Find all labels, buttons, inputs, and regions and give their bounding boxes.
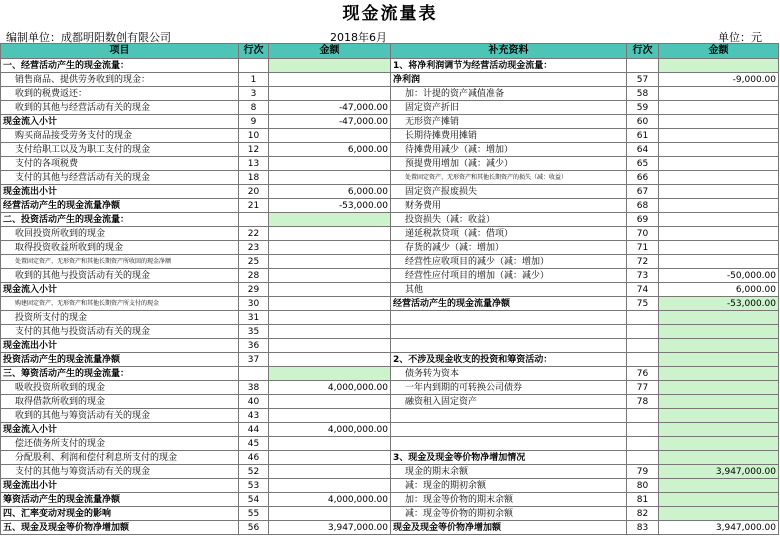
table-row [1, 437, 779, 451]
table-row [1, 73, 779, 87]
left-item-cell: 支付的其他与经营活动有关的现金 [1, 171, 239, 185]
right-item-cell [391, 325, 627, 339]
table-row [1, 283, 779, 297]
left-item-cell: 支付的各项税费 [1, 157, 239, 171]
table-row [1, 59, 779, 73]
right-item-cell: 递延税款贷项（减：借项） [391, 227, 627, 241]
right-amount-cell [659, 241, 779, 255]
right-line-cell: 82 [627, 507, 659, 521]
right-item-cell: 经营性应付项目的增加（减：减少） [391, 269, 627, 283]
left-line-cell: 46 [239, 451, 269, 465]
right-item-cell: 预提费用增加（减：减少） [391, 157, 627, 171]
table-row [1, 507, 779, 521]
left-amount-cell: -53,000.00 [269, 199, 391, 213]
table-row [1, 311, 779, 325]
right-amount-cell [659, 451, 779, 465]
left-line-cell: 12 [239, 143, 269, 157]
right-amount-cell [659, 493, 779, 507]
right-amount-cell [659, 143, 779, 157]
left-amount-cell [269, 227, 391, 241]
right-item-cell: 一年内到期的可转换公司债券 [391, 381, 627, 395]
right-line-cell: 71 [627, 241, 659, 255]
right-amount-cell [659, 339, 779, 353]
table-row [1, 199, 779, 213]
left-item-cell: 吸收投资所收到的现金 [1, 381, 239, 395]
right-item-cell: 融资租入固定资产 [391, 395, 627, 409]
table-row [1, 185, 779, 199]
right-item-cell: 减：现金等价物的期初余额 [391, 507, 627, 521]
report-info [0, 28, 780, 43]
table-row [1, 395, 779, 409]
left-line-cell [239, 213, 269, 227]
right-amount-cell [659, 227, 779, 241]
table-row [1, 381, 779, 395]
header-amount: 金额 [269, 44, 391, 59]
left-line-cell: 38 [239, 381, 269, 395]
left-amount-cell [269, 507, 391, 521]
left-item-cell: 支付的其他与投资活动有关的现金 [1, 325, 239, 339]
right-amount-cell [659, 213, 779, 227]
table-row [1, 171, 779, 185]
table-row [1, 255, 779, 269]
left-line-cell [239, 367, 269, 381]
left-item-cell: 现金流出小计 [1, 339, 239, 353]
table-row [1, 465, 779, 479]
right-line-cell: 67 [627, 185, 659, 199]
left-amount-cell [269, 171, 391, 185]
left-line-cell: 18 [239, 171, 269, 185]
left-line-cell: 10 [239, 129, 269, 143]
left-line-cell: 25 [239, 255, 269, 269]
left-line-cell: 30 [239, 297, 269, 311]
table-row [1, 227, 779, 241]
left-item-cell: 处置固定资产、无形资产和其他长期资产所收回的现金净额 [1, 255, 239, 269]
left-line-cell: 55 [239, 507, 269, 521]
left-amount-cell [269, 297, 391, 311]
left-item-cell: 取得借款所收到的现金 [1, 395, 239, 409]
right-line-cell: 59 [627, 101, 659, 115]
left-amount-cell [269, 325, 391, 339]
right-item-cell: 长期待摊费用摊销 [391, 129, 627, 143]
left-item-cell: 筹资活动产生的现金流量净额 [1, 493, 239, 507]
table-row [1, 241, 779, 255]
left-amount-cell [269, 157, 391, 171]
right-line-cell: 73 [627, 269, 659, 283]
left-line-cell: 20 [239, 185, 269, 199]
company-label: 编制单位：成都明阳数创有限公司 [6, 31, 171, 44]
left-item-cell: 销售商品、提供劳务收到的现金： [1, 73, 239, 87]
right-item-cell [391, 409, 627, 423]
header-item: 项目 [1, 44, 239, 59]
left-amount-cell: 4,000,000.00 [269, 423, 391, 437]
right-item-cell: 加：现金等价物的期末余额 [391, 493, 627, 507]
left-line-cell: 52 [239, 465, 269, 479]
left-amount-cell [269, 311, 391, 325]
right-item-cell: 净利润 [391, 73, 627, 87]
left-line-cell: 28 [239, 269, 269, 283]
right-line-cell: 77 [627, 381, 659, 395]
right-line-cell [627, 311, 659, 325]
table-row [1, 269, 779, 283]
left-item-cell: 现金流出小计 [1, 185, 239, 199]
page-title: 现金流量表 [342, 4, 438, 24]
left-line-cell: 37 [239, 353, 269, 367]
right-item-cell: 加：计提的资产减值准备 [391, 87, 627, 101]
left-item-cell: 收到的其他与投资活动有关的现金 [1, 269, 239, 283]
left-amount-cell: 6,000.00 [269, 185, 391, 199]
left-item-cell: 分配股利、利润和偿付利息所支付的现金 [1, 451, 239, 465]
table-row [1, 129, 779, 143]
left-item-cell: 支付的其他与筹资活动有关的现金 [1, 465, 239, 479]
table-row [1, 157, 779, 171]
left-line-cell: 23 [239, 241, 269, 255]
right-amount-cell [659, 87, 779, 101]
table-row [1, 325, 779, 339]
left-amount-cell: 4,000,000.00 [269, 493, 391, 507]
right-item-cell [391, 437, 627, 451]
period-label: 2018年6月 [330, 31, 387, 44]
right-line-cell [627, 423, 659, 437]
right-amount-cell [659, 395, 779, 409]
table-row [1, 297, 779, 311]
right-item-cell: 投资损失（减：收益） [391, 213, 627, 227]
right-amount-cell [659, 171, 779, 185]
left-item-cell: 偿还债务所支付的现金 [1, 437, 239, 451]
left-amount-cell [269, 59, 391, 73]
left-item-cell: 收到的其他与经营活动有关的现金 [1, 101, 239, 115]
right-item-cell: 现金的期末余额 [391, 465, 627, 479]
right-line-cell: 66 [627, 171, 659, 185]
left-item-cell: 一、经营活动产生的现金流量： [1, 59, 239, 73]
right-item-cell: 3、现金及现金等价物净增加情况 [391, 451, 627, 465]
left-item-cell: 支付给职工以及为职工支付的现金 [1, 143, 239, 157]
right-line-cell [627, 437, 659, 451]
table-row [1, 451, 779, 465]
left-amount-cell: 4,000,000.00 [269, 381, 391, 395]
left-amount-cell [269, 395, 391, 409]
table-row [1, 143, 779, 157]
left-item-cell: 收到的税费返还： [1, 87, 239, 101]
right-amount-cell: -9,000.00 [659, 73, 779, 87]
left-amount-cell [269, 269, 391, 283]
table-row [1, 87, 779, 101]
right-line-cell: 60 [627, 115, 659, 129]
right-amount-cell: 3,947,000.00 [659, 465, 779, 479]
left-item-cell: 现金流出小计 [1, 479, 239, 493]
left-item-cell: 现金流入小计 [1, 423, 239, 437]
right-amount-cell [659, 129, 779, 143]
right-line-cell: 61 [627, 129, 659, 143]
left-item-cell: 五、现金及现金等价物净增加额 [1, 521, 239, 535]
left-line-cell: 22 [239, 227, 269, 241]
header-supp: 补充资料 [391, 44, 627, 59]
left-line-cell [239, 59, 269, 73]
left-amount-cell: -47,000.00 [269, 115, 391, 129]
right-line-cell: 74 [627, 283, 659, 297]
right-amount-cell [659, 353, 779, 367]
left-item-cell: 取得投资收益所收到的现金 [1, 241, 239, 255]
right-amount-cell [659, 199, 779, 213]
right-amount-cell [659, 255, 779, 269]
right-line-cell: 79 [627, 465, 659, 479]
table-row [1, 213, 779, 227]
table-row [1, 339, 779, 353]
right-item-cell: 经营性应收项目的减少（减：增加） [391, 255, 627, 269]
left-line-cell: 44 [239, 423, 269, 437]
table-row [1, 493, 779, 507]
right-amount-cell: -53,000.00 [659, 297, 779, 311]
right-line-cell: 69 [627, 213, 659, 227]
left-line-cell: 35 [239, 325, 269, 339]
left-item-cell: 现金流入小计 [1, 115, 239, 129]
left-item-cell: 投资活动产生的现金流量净额 [1, 353, 239, 367]
right-item-cell: 减：现金的期初余额 [391, 479, 627, 493]
right-item-cell: 2、不涉及现金收支的投资和筹资活动： [391, 353, 627, 367]
right-amount-cell [659, 325, 779, 339]
right-line-cell: 72 [627, 255, 659, 269]
left-amount-cell: -47,000.00 [269, 101, 391, 115]
right-amount-cell [659, 311, 779, 325]
right-line-cell: 75 [627, 297, 659, 311]
right-item-cell [391, 311, 627, 325]
right-line-cell [627, 339, 659, 353]
right-line-cell: 76 [627, 367, 659, 381]
right-line-cell: 83 [627, 521, 659, 535]
right-line-cell: 65 [627, 157, 659, 171]
right-amount-cell [659, 157, 779, 171]
left-amount-cell [269, 255, 391, 269]
table-row [1, 101, 779, 115]
left-line-cell: 29 [239, 283, 269, 297]
left-amount-cell [269, 241, 391, 255]
left-amount-cell [269, 283, 391, 297]
left-line-cell: 54 [239, 493, 269, 507]
left-amount-cell [269, 73, 391, 87]
left-amount-cell [269, 479, 391, 493]
right-item-cell: 无形资产摊销 [391, 115, 627, 129]
left-item-cell: 三、筹资活动产生的现金流量： [1, 367, 239, 381]
right-item-cell: 处置固定资产、无形资产和其他长期资产的损失（减：收益） [391, 171, 627, 185]
right-amount-cell [659, 367, 779, 381]
left-item-cell: 经营活动产生的现金流量净额 [1, 199, 239, 213]
left-amount-cell [269, 129, 391, 143]
table-row [1, 409, 779, 423]
left-line-cell: 43 [239, 409, 269, 423]
left-line-cell: 13 [239, 157, 269, 171]
left-line-cell: 1 [239, 73, 269, 87]
header-amount2: 金额 [659, 44, 779, 59]
left-item-cell: 二、投资活动产生的现金流量： [1, 213, 239, 227]
left-line-cell: 45 [239, 437, 269, 451]
right-item-cell: 其他 [391, 283, 627, 297]
right-amount-cell [659, 101, 779, 115]
right-amount-cell [659, 423, 779, 437]
right-item-cell: 现金及现金等价物净增加额 [391, 521, 627, 535]
cash-flow-table [0, 43, 779, 535]
left-line-cell: 9 [239, 115, 269, 129]
left-amount-cell [269, 437, 391, 451]
left-amount-cell [269, 339, 391, 353]
left-amount-cell: 3,947,000.00 [269, 521, 391, 535]
right-line-cell [627, 353, 659, 367]
right-line-cell [627, 409, 659, 423]
right-line-cell [627, 451, 659, 465]
right-item-cell: 待摊费用减少（减：增加） [391, 143, 627, 157]
left-line-cell: 56 [239, 521, 269, 535]
left-item-cell: 投资所支付的现金 [1, 311, 239, 325]
right-item-cell [391, 423, 627, 437]
right-amount-cell [659, 507, 779, 521]
right-amount-cell [659, 115, 779, 129]
right-line-cell: 57 [627, 73, 659, 87]
left-line-cell: 21 [239, 199, 269, 213]
left-item-cell: 收回投资所收到的现金 [1, 227, 239, 241]
right-line-cell: 81 [627, 493, 659, 507]
right-amount-cell [659, 185, 779, 199]
right-amount-cell: 3,947,000.00 [659, 521, 779, 535]
left-amount-cell [269, 353, 391, 367]
right-line-cell: 58 [627, 87, 659, 101]
left-line-cell: 3 [239, 87, 269, 101]
right-line-cell: 68 [627, 199, 659, 213]
left-amount-cell [269, 465, 391, 479]
right-item-cell: 经营活动产生的现金流量净额 [391, 297, 627, 311]
left-line-cell: 36 [239, 339, 269, 353]
unit-label: 单位：元 [718, 31, 762, 44]
left-line-cell: 8 [239, 101, 269, 115]
right-item-cell [391, 339, 627, 353]
table-row [1, 479, 779, 493]
left-item-cell: 收到的其他与筹资活动有关的现金 [1, 409, 239, 423]
table-row [1, 353, 779, 367]
left-line-cell: 31 [239, 311, 269, 325]
left-item-cell: 购买商品接受劳务支付的现金 [1, 129, 239, 143]
left-amount-cell [269, 213, 391, 227]
right-item-cell: 财务费用 [391, 199, 627, 213]
right-line-cell [627, 325, 659, 339]
right-item-cell: 固定资产报废损失 [391, 185, 627, 199]
right-amount-cell [659, 409, 779, 423]
table-row [1, 521, 779, 535]
left-amount-cell [269, 87, 391, 101]
right-amount-cell [659, 479, 779, 493]
left-amount-cell [269, 409, 391, 423]
header-line2: 行次 [627, 44, 659, 59]
left-amount-cell: 6,000.00 [269, 143, 391, 157]
right-amount-cell [659, 59, 779, 73]
right-amount-cell: 6,000.00 [659, 283, 779, 297]
left-amount-cell [269, 451, 391, 465]
right-line-cell: 80 [627, 479, 659, 493]
right-item-cell: 债务转为资本 [391, 367, 627, 381]
right-line-cell [627, 59, 659, 73]
right-item-cell: 固定资产折旧 [391, 101, 627, 115]
header-line: 行次 [239, 44, 269, 59]
right-line-cell: 70 [627, 227, 659, 241]
right-amount-cell: -50,000.00 [659, 269, 779, 283]
table-header [1, 44, 779, 59]
right-amount-cell [659, 381, 779, 395]
left-line-cell: 53 [239, 479, 269, 493]
left-item-cell: 现金流入小计 [1, 283, 239, 297]
table-row [1, 115, 779, 129]
left-item-cell: 四、汇率变动对现金的影响 [1, 507, 239, 521]
left-line-cell: 40 [239, 395, 269, 409]
right-line-cell: 78 [627, 395, 659, 409]
right-item-cell: 1、将净利润调节为经营活动现金流量： [391, 59, 627, 73]
table-row [1, 367, 779, 381]
right-amount-cell [659, 437, 779, 451]
right-line-cell: 64 [627, 143, 659, 157]
right-item-cell: 存货的减少（减：增加） [391, 241, 627, 255]
left-item-cell: 购建固定资产、无形资产和其他长期资产所支付的现金 [1, 297, 239, 311]
table-row [1, 423, 779, 437]
left-amount-cell [269, 367, 391, 381]
